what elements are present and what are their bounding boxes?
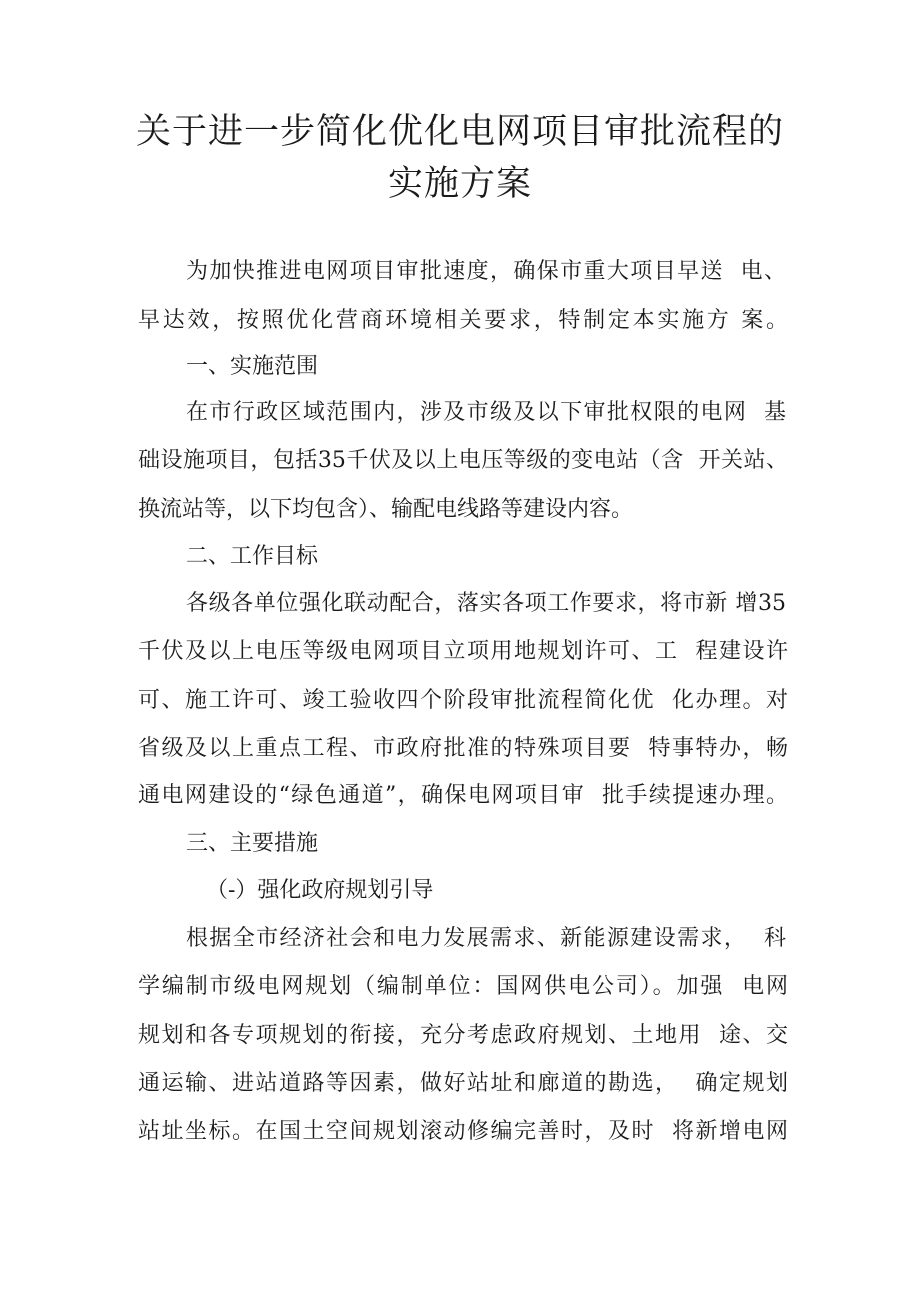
body-line: 换流站等，以下均包含）、输配电线路等建设内容。 [138, 497, 634, 522]
document-title-line-1: 关于进一步简化优化电网项目审批流程的 [135, 112, 784, 152]
body-line: 可、施工许可、竣工验收四个阶段审批流程简化优 化办理。对 [138, 688, 788, 713]
body-line: 早达效，按照优化营商环境相关要求，特制定本实施方 案。 [138, 308, 788, 333]
section-heading: 三、主要措施 [186, 831, 319, 856]
body-line: 根据全市经济社会和电力发展需求、新能源建设需求， 科 [186, 926, 786, 951]
section-heading: 一、实施范围 [186, 354, 319, 379]
document-title-line-2: 实施方案 [387, 164, 532, 204]
body-line: 省级及以上重点工程、市政府批准的特殊项目要 特事特办，畅 [138, 736, 788, 761]
subsection-heading: （-）强化政府规划引导 [206, 878, 434, 903]
body-line: 规划和各专项规划的衔接，充分考虑政府规划、土地用 途、交 [138, 1023, 788, 1048]
body-line: 通运输、进站道路等因素，做好站址和廊道的勘选， 确定规划 [138, 1071, 788, 1096]
body-line: 础设施项目，包括35千伏及以上电压等级的变电站（含 开关站、 [138, 448, 788, 473]
body-line: 为加快推进电网项目审批速度，确保市重大项目早送 电、 [186, 259, 786, 284]
body-line: 在市行政区域范围内，涉及市级及以下审批权限的电网 基 [186, 400, 786, 425]
body-line: 学编制市级电网规划（编制单位：国网供电公司）。加强 电网 [138, 974, 788, 999]
body-line: 站址坐标。在国土空间规划滚动修编完善时，及时 将新增电网 [138, 1119, 788, 1144]
section-heading: 二、工作目标 [186, 544, 319, 569]
body-line: 千伏及以上电压等级电网项目立项用地规划许可、工 程建设许 [138, 639, 788, 664]
body-line: 通电网建设的“绿色通道”，确保电网项目审 批手续提速办理。 [138, 783, 788, 808]
body-line: 各级各单位强化联动配合，落实各项工作要求，将市新 增35 [186, 591, 786, 616]
